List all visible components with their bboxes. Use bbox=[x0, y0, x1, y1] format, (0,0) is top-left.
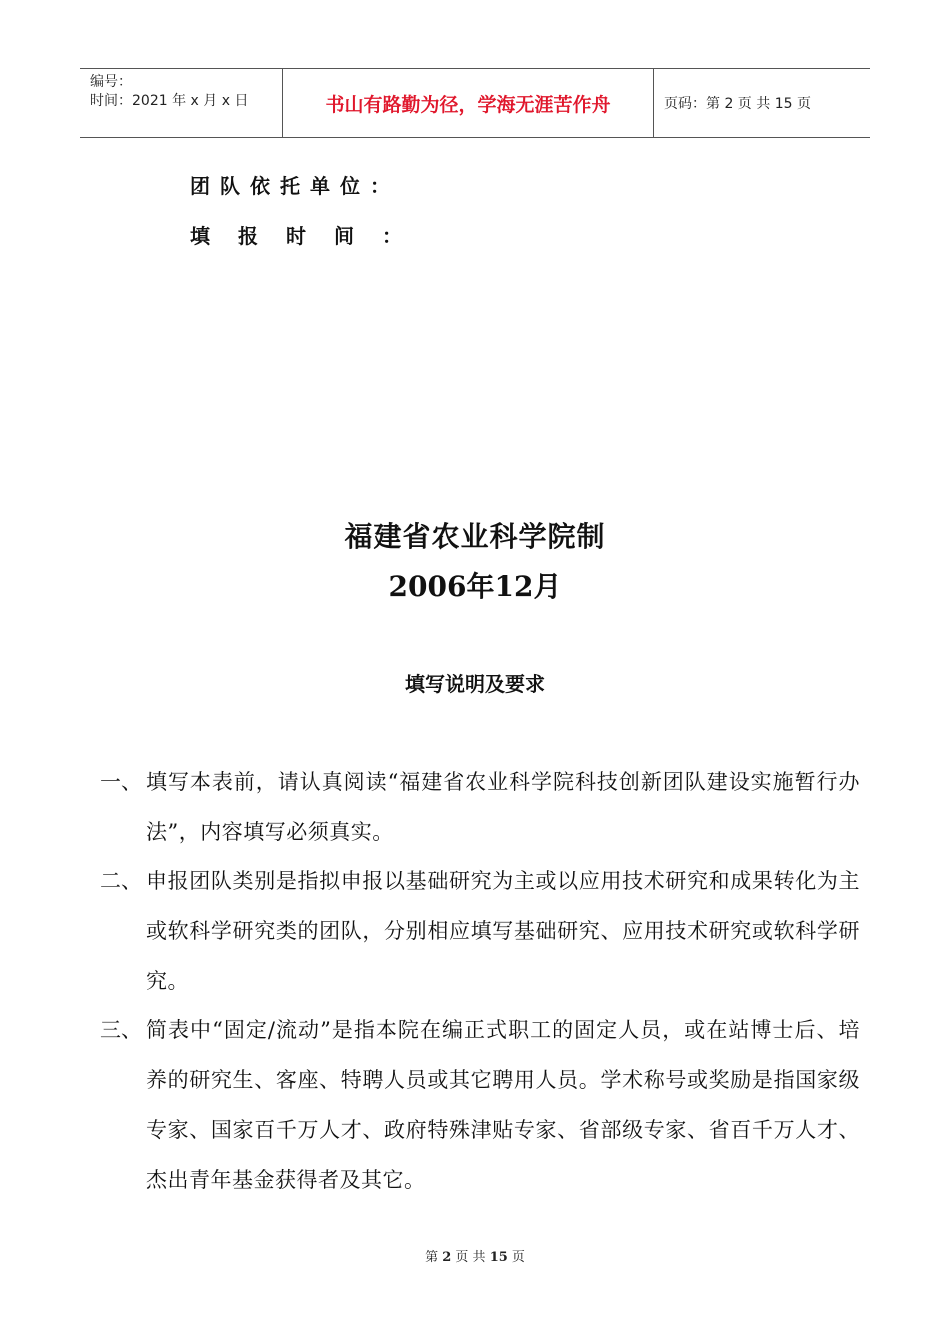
item-number: 二、 bbox=[100, 869, 142, 893]
page-footer bbox=[0, 1246, 950, 1265]
document-header bbox=[80, 68, 870, 138]
footer-post: 页 bbox=[511, 1250, 525, 1265]
item-text: 简表中“固定/流动”是指本院在编正式职工的固定人员，或在站博士后、培养的研究生、客座、特聘人员或其它聘用人员。学术称号或奖励是指国家级专家、国家百千万人才、政府特殊津贴专家、省部级专家、省百千万人才、杰出青年基金获得者及其它。 bbox=[146, 1018, 860, 1192]
item-number: 一、 bbox=[100, 770, 142, 794]
footer-pre: 第 bbox=[425, 1250, 439, 1265]
number-label: 编号： bbox=[90, 74, 132, 90]
unit-field-label: 团队依托单位： bbox=[190, 174, 400, 198]
item-text: 填写本表前，请认真阅读“福建省农业科学院科技创新团队建设实施暂行办法”，内容填写必须真实。 bbox=[146, 770, 860, 844]
time-label: 时间：2021 年 x 月 x 日 bbox=[90, 93, 249, 109]
section-title: 填写说明及要求 bbox=[405, 672, 545, 696]
item-text: 申报团队类别是指拟申报以基础研究为主或以应用技术研究和成果转化为主或软科学研究类的团队，分别相应填写基础研究、应用技术研究或软科学研究。 bbox=[146, 869, 860, 993]
footer-total-pages: 15 bbox=[489, 1250, 508, 1265]
instruction-item bbox=[100, 856, 860, 1006]
footer-mid: 页 共 bbox=[455, 1250, 486, 1265]
date-field-label: 填报时间： bbox=[190, 224, 430, 248]
instruction-item bbox=[100, 1005, 860, 1205]
header-page-label: 页码：第 2 页 共 15 页 bbox=[664, 96, 811, 112]
org-name: 福建省农业科学院制 bbox=[344, 520, 606, 553]
footer-page-number: 2 bbox=[442, 1250, 452, 1265]
org-date: 2006年12月 bbox=[388, 570, 562, 603]
instruction-item bbox=[100, 757, 860, 857]
item-number: 三、 bbox=[100, 1018, 142, 1042]
header-motto: 书山有路勤为径，学海无涯苦作舟 bbox=[282, 69, 654, 137]
header-meta bbox=[80, 69, 282, 137]
